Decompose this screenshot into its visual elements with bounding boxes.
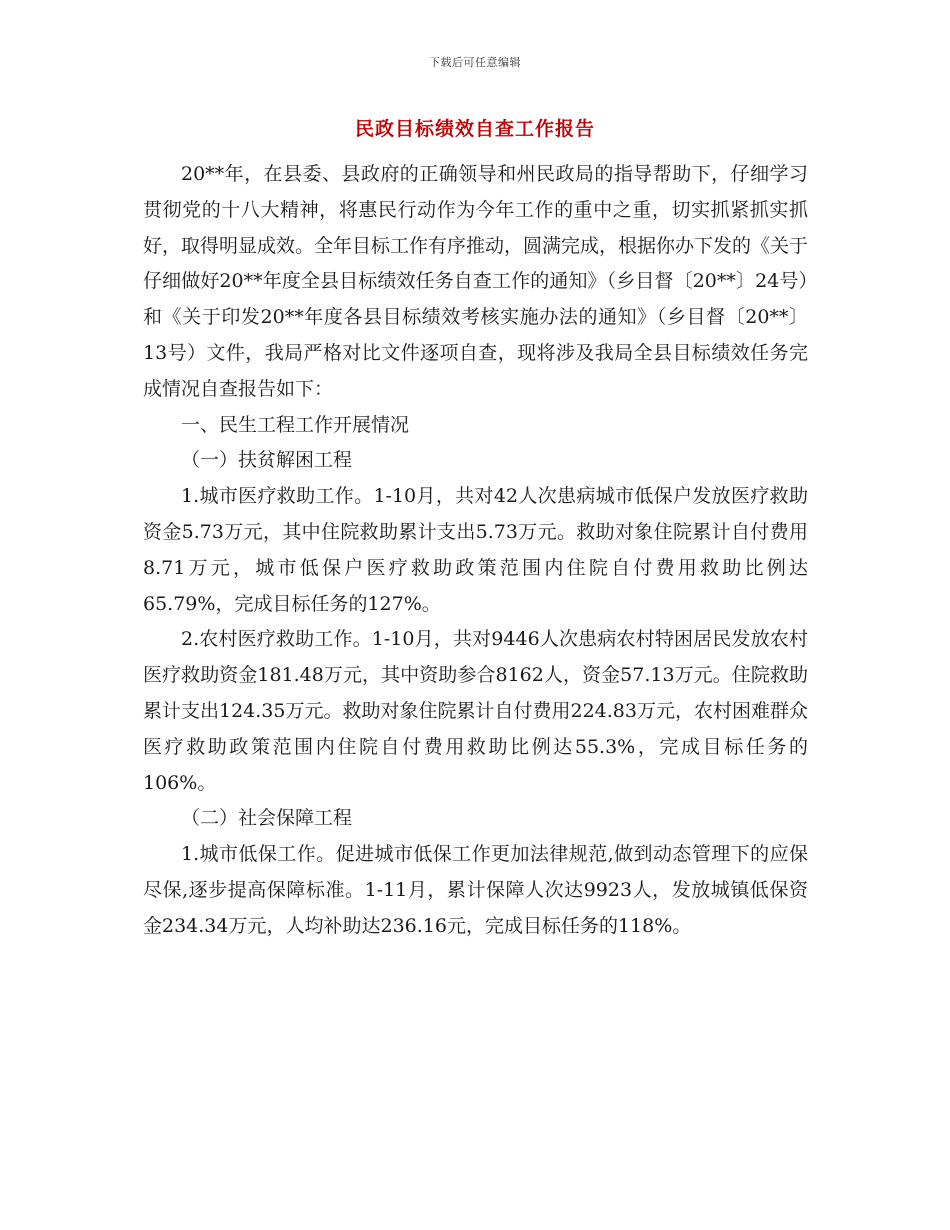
paragraph-urban-medical-aid: 1.城市医疗救助工作。1-10月，共对42人次患病城市低保户发放医疗救助资金5.73万元，其中住院救助累计支出5.73万元。救助对象住院累计自付费用8.71万元，城市低保户医疗救助政策范围内住院自付费用救助比例达65.79%，完成目标任务的127%。 — [143, 485, 808, 615]
paragraph-intro: 20**年，在县委、县政府的正确领导和州民政局的指导帮助下，仔细学习贯彻党的十八大精神，将惠民行动作为今年工作的重中之重，切实抓紧抓实抓好，取得明显成效。全年目标工作有序推动，圆满完成，根据你办下发的《关于仔细做好20**年度全县目标绩效任务自查工作的通知》（乡目督〔20**〕24号）和《关于印发20**年度各县目标绩效考核实施办法的通知》（乡目督〔20**〕13号）文件，我局严格对比文件逐项自查，现将涉及我局全县目标绩效任务完成情况自查报告如下： — [143, 163, 809, 400]
header-note: 下载后可任意编辑 — [429, 56, 521, 69]
document-body — [143, 157, 808, 945]
subsection-heading-1: （一）扶贫解困工程 — [181, 449, 353, 472]
paragraph-urban-minimum-living: 1.城市低保工作。促进城市低保工作更加法律规范,做到动态管理下的应保尽保,逐步提高保障标准。1-11月，累计保障人次达9923人，发放城镇低保资金234.34万元，人均补助达236.16元，完成目标任务的118%。 — [143, 843, 808, 937]
subsection-heading-2: （二）社会保障工程 — [181, 807, 353, 830]
document-title: 民政目标绩效自查工作报告 — [354, 118, 595, 140]
section-heading-1: 一、民生工程工作开展情况 — [181, 413, 410, 436]
paragraph-rural-medical-aid: 2.农村医疗救助工作。1-10月，共对9446人次患病农村特困居民发放农村医疗救助资金181.48万元，其中资助参合8162人，资金57.13万元。住院救助累计支出124.35万元。救助对象住院累计自付费用224.83万元，农村困难群众医疗救助政策范围内住院自付费用救助比例达55.3%，完成目标任务的106%。 — [143, 628, 808, 794]
